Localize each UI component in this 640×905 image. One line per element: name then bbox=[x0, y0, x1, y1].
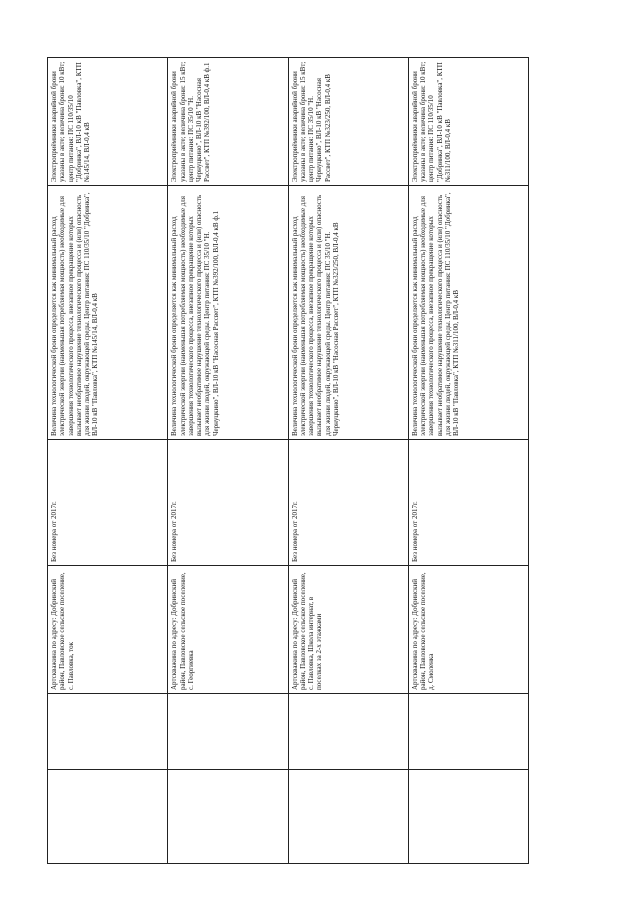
table-row bbox=[408, 58, 528, 864]
blank-cell bbox=[288, 694, 408, 770]
table-row bbox=[168, 58, 288, 864]
emergency-armor-cell: Электроприёмники аварийной брони указаны в акте; величина брони: 10 кВт; центр питания: ПС 110/35/10 "Добринка", ВЛ-10 кВ "Павловка", КТП №311/100, ВЛ-0,4 кВ bbox=[408, 58, 528, 186]
blank-cell bbox=[288, 770, 408, 864]
number-cell: Без номера от 2017г. bbox=[168, 440, 288, 566]
blank-cell bbox=[168, 770, 288, 864]
blank-cell bbox=[408, 694, 528, 770]
blank-cell bbox=[48, 694, 168, 770]
number-cell: Без номера от 2017г. bbox=[48, 440, 168, 566]
tech-armor-cell: Величина технологической брони определяется как минимальный расход электрической энергии (наименьшая потребляемая мощность) необходимые для завершения технологического процесса, внезапное прекращение которых вызывает необратимое нарушение технологического процесса и (или) опасность для жизни людей, окружающей среды. Центр питания: ПС 35/10 "Н. Чернуцкино", ВЛ-10 кВ "Насосная Рассвет", КТП №392/100, ВЛ-0,4 кВ ф.1 bbox=[168, 186, 288, 440]
tech-armor-cell: Величина технологической брони определяется как минимальный расход электрической энергии (наименьшая потребляемая мощность) необходимые для завершения технологического процесса, внезапное прекращение которых вызывает необратимое нарушение технологического процесса и (или) опасность для жизни людей, окружающей среды. Центр питания: ПС 110/35/10 "Добринка", ВЛ-10 кВ "Павловка", КТП №145/14, ВЛ-0,4 кВ bbox=[48, 186, 168, 440]
number-cell: Без номера от 2017г. bbox=[408, 440, 528, 566]
address-cell: Артскважина по адресу: Добринский район, Павловское сельское поселение, с. Павловка, Школа интернат, в поселках за 2-х этажками bbox=[288, 566, 408, 694]
emergency-armor-cell: Электроприёмники аварийной брони указаны в акте; величина брони: 15 кВт; центр питания: ПС 35/10 "Н. Чернуцкино", ВЛ-10 кВ "Насосная Рассвет", КТП №392/100, ВЛ-0,4 кВ ф.1 bbox=[168, 58, 288, 186]
armor-table bbox=[47, 57, 529, 864]
tech-armor-cell: Величина технологической брони определяется как минимальный расход электрической энергии (наименьшая потребляемая мощность) необходимые для завершения технологического процесса, внезапное прекращение которых вызывает необратимое нарушение технологического процесса и (или) опасность для жизни людей, окружающей среды. Центр питания: ПС 35/10 "Н. Чернуцкино", ВЛ-10 кВ "Насосная Рассвет", КТП №323/250, ВЛ-0,4 кВ bbox=[288, 186, 408, 440]
address-cell: Артскважина по адресу: Добринский район, Павловское сельское поселение, д. Смоленка bbox=[408, 566, 528, 694]
emergency-armor-cell: Электроприёмники аварийной брони указаны в акте; величина брони: 15 кВт; центр питания: ПС 35/10 "Н. Чернуцкино", ВЛ-10 кВ "Насосная Рассвет", КТП №323/250, ВЛ-0,4 кВ bbox=[288, 58, 408, 186]
blank-cell bbox=[168, 694, 288, 770]
table-row bbox=[48, 58, 168, 864]
blank-cell bbox=[48, 770, 168, 864]
tech-armor-cell: Величина технологической брони определяется как минимальный расход электрической энергии (наименьшая потребляемая мощность) необходимые для завершения технологического процесса, внезапное прекращение которых вызывает необратимое нарушение технологического процесса и (или) опасность для жизни людей, окружающей среды. Центр питания: ПС 110/35/10 "Добринка", ВЛ-10 кВ "Павловка", КТП №311/100, ВЛ-0,4 кВ bbox=[408, 186, 528, 440]
address-cell: Артскважина по адресу: Добринский район, Павловское сельское поселение, с. Павловка, ток bbox=[48, 566, 168, 694]
number-cell: Без номера от 2017г. bbox=[288, 440, 408, 566]
blank-cell bbox=[408, 770, 528, 864]
address-cell: Артскважина по адресу: Добринский район, Павловское сельское поселение, с. Георгиевка bbox=[168, 566, 288, 694]
rotated-table-container bbox=[47, 58, 529, 864]
emergency-armor-cell: Электроприёмники аварийной брони указаны в акте; величина брони: 10 кВт; центр питания: ПС 110/35/10 "Добринка", ВЛ-10 кВ "Павловка", КТП №145/14, ВЛ-0,4 кВ bbox=[48, 58, 168, 186]
table-row bbox=[288, 58, 408, 864]
